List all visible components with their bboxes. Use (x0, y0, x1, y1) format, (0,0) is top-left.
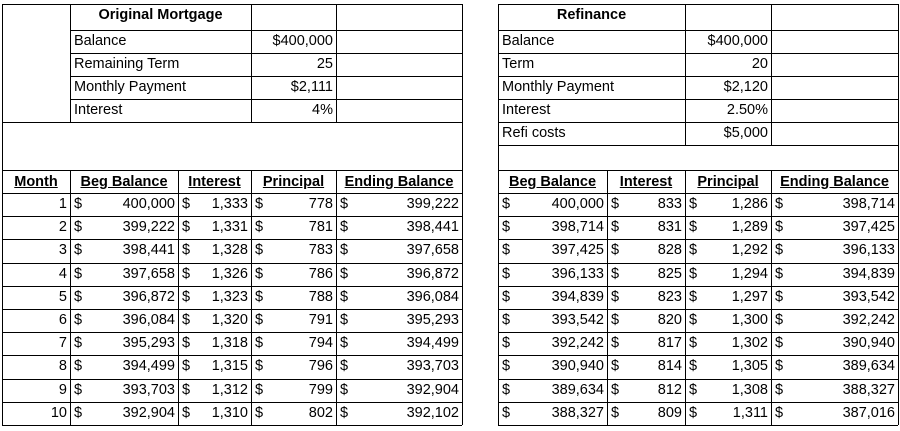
cell-value: 783 (308, 242, 333, 259)
cell-value: 786 (308, 265, 333, 282)
currency-symbol: $ (611, 381, 620, 398)
principal-cell[interactable] (251, 355, 336, 378)
currency-symbol: $ (775, 312, 784, 328)
currency-symbol: $ (74, 381, 83, 398)
refi-ending-balance-cell[interactable] (771, 402, 898, 425)
currency-symbol: $ (502, 265, 511, 282)
cell-value: 390,940 (842, 335, 895, 352)
refi-principal-cell[interactable] (685, 402, 771, 425)
header-principal: Principal (262, 174, 325, 190)
month-cell[interactable]: 9 (58, 381, 67, 398)
currency-symbol: $ (689, 196, 698, 212)
currency-symbol: $ (502, 404, 511, 421)
currency-symbol: $ (255, 242, 264, 259)
refi-principal-cell[interactable] (685, 263, 771, 286)
principal-cell[interactable] (251, 239, 336, 262)
refi-interest-cell[interactable] (607, 216, 685, 239)
cell-value: 1,297 (731, 288, 768, 305)
cell-value: 1,315 (211, 358, 248, 375)
currency-symbol: $ (182, 219, 191, 236)
refi-header-ending-balance: Ending Balance (780, 174, 889, 190)
interest-cell[interactable] (178, 263, 251, 286)
beg-balance-cell[interactable] (70, 263, 178, 286)
cell-value: 799 (308, 381, 333, 398)
currency-symbol: $ (775, 381, 784, 398)
cell-value: 778 (308, 196, 333, 212)
refi-interest-cell[interactable] (607, 379, 685, 402)
currency-symbol: $ (502, 288, 511, 305)
header-month: Month (14, 174, 58, 190)
refi-principal-cell[interactable] (685, 379, 771, 402)
currency-symbol: $ (74, 335, 83, 352)
cell-value: 823 (657, 288, 682, 305)
currency-symbol: $ (775, 335, 784, 352)
currency-symbol: $ (255, 335, 264, 352)
refi-header-interest: Interest (619, 174, 673, 190)
currency-symbol: $ (502, 335, 511, 352)
refi-principal-cell[interactable] (685, 216, 771, 239)
interest-cell[interactable] (178, 355, 251, 378)
cell-value: 397,658 (122, 265, 175, 282)
beg-balance-cell[interactable] (70, 379, 178, 402)
currency-symbol: $ (689, 242, 698, 259)
ending-balance-cell[interactable] (336, 216, 462, 239)
cell-value: 396,084 (122, 312, 175, 328)
refi-beg-balance-cell[interactable] (498, 286, 607, 309)
refi-interest-cell[interactable] (607, 286, 685, 309)
principal-cell[interactable] (251, 309, 336, 332)
cell-value: 820 (657, 312, 682, 328)
cell-value: 392,904 (406, 381, 459, 398)
refi-principal-cell[interactable] (685, 309, 771, 332)
cell-value: 794 (308, 335, 333, 352)
currency-symbol: $ (775, 242, 784, 259)
refi-ending-balance-cell[interactable] (771, 286, 898, 309)
month-cell[interactable]: 1 (58, 196, 67, 212)
refi-beg-balance-cell[interactable] (498, 309, 607, 332)
cell-value: 1,310 (211, 404, 248, 421)
currency-symbol: $ (775, 196, 784, 212)
cell-value: 781 (308, 219, 333, 236)
cell-value: 398,714 (551, 219, 604, 236)
currency-symbol: $ (689, 404, 698, 421)
currency-symbol: $ (340, 242, 349, 259)
currency-symbol: $ (340, 265, 349, 282)
cell-value: 396,133 (551, 265, 604, 282)
refi-beg-balance-cell[interactable] (498, 355, 607, 378)
currency-symbol: $ (689, 358, 698, 375)
cell-value: 397,658 (406, 242, 459, 259)
currency-symbol: $ (255, 288, 264, 305)
refi-interest-cell[interactable] (607, 402, 685, 425)
currency-symbol: $ (340, 219, 349, 236)
cell-value: 1,286 (731, 196, 768, 212)
cell-value: 1,333 (211, 196, 248, 212)
currency-symbol: $ (255, 196, 264, 212)
cell-value: 1,311 (732, 404, 768, 421)
principal-cell[interactable] (251, 379, 336, 402)
month-cell[interactable]: 3 (58, 242, 67, 259)
original-summary-label[interactable]: Monthly Payment (74, 79, 187, 95)
month-cell[interactable]: 4 (58, 265, 67, 282)
header-ending-balance: Ending Balance (344, 174, 454, 190)
cell-value: 393,703 (122, 381, 175, 398)
cell-value: 393,542 (551, 312, 604, 328)
cell-value: 1,300 (731, 312, 768, 328)
currency-symbol: $ (689, 381, 698, 398)
refi-interest-cell[interactable] (607, 332, 685, 355)
cell-value: 1,302 (731, 335, 768, 352)
original-summary-label[interactable]: Interest (74, 102, 123, 118)
currency-symbol: $ (502, 242, 511, 259)
original-summary-value[interactable]: 25 (316, 56, 333, 72)
cell-value: 788 (308, 288, 333, 305)
cell-value: 388,327 (842, 381, 895, 398)
principal-cell[interactable] (251, 193, 336, 216)
cell-value: 397,425 (842, 219, 895, 236)
header-beg-balance: Beg Balance (80, 174, 168, 190)
cell-value: 392,904 (122, 404, 175, 421)
beg-balance-cell[interactable] (70, 332, 178, 355)
principal-cell[interactable] (251, 402, 336, 425)
refinance-summary-label[interactable]: Balance (502, 33, 555, 49)
cell-value: 399,222 (122, 219, 175, 236)
currency-symbol: $ (74, 242, 83, 259)
refinance-summary-value[interactable]: 20 (751, 56, 768, 72)
currency-symbol: $ (775, 288, 784, 305)
interest-cell[interactable] (178, 332, 251, 355)
interest-cell[interactable] (178, 239, 251, 262)
refinance-title: Refinance (556, 7, 627, 23)
cell-value: 397,425 (551, 242, 604, 259)
currency-symbol: $ (255, 265, 264, 282)
beg-balance-cell[interactable] (70, 355, 178, 378)
currency-symbol: $ (74, 219, 83, 236)
cell-value: 390,940 (551, 358, 604, 375)
ending-balance-cell[interactable] (336, 239, 462, 262)
month-cell[interactable]: 7 (58, 335, 67, 352)
ending-balance-cell[interactable] (336, 402, 462, 425)
currency-symbol: $ (775, 404, 784, 421)
principal-cell[interactable] (251, 216, 336, 239)
interest-cell[interactable] (178, 216, 251, 239)
cell-value: 394,839 (551, 288, 604, 305)
original-summary-label[interactable]: Remaining Term (74, 56, 180, 72)
currency-symbol: $ (340, 335, 349, 352)
currency-symbol: $ (775, 219, 784, 236)
currency-symbol: $ (611, 312, 620, 328)
cell-value: 1,294 (731, 265, 768, 282)
refinance-summary-value[interactable]: $400,000 (707, 33, 768, 49)
currency-symbol: $ (611, 196, 620, 212)
cell-value: 396,133 (842, 242, 895, 259)
cell-value: 396,872 (406, 265, 459, 282)
currency-symbol: $ (502, 381, 511, 398)
currency-symbol: $ (182, 335, 191, 352)
cell-value: 796 (308, 358, 333, 375)
currency-symbol: $ (182, 312, 191, 328)
currency-symbol: $ (255, 381, 264, 398)
cell-value: 817 (657, 335, 682, 352)
currency-symbol: $ (182, 288, 191, 305)
cell-value: 1,326 (211, 265, 248, 282)
refi-beg-balance-cell[interactable] (498, 402, 607, 425)
refi-beg-balance-cell[interactable] (498, 216, 607, 239)
beg-balance-cell[interactable] (70, 286, 178, 309)
month-cell[interactable]: 8 (58, 358, 67, 375)
interest-cell[interactable] (178, 193, 251, 216)
header-interest: Interest (188, 174, 241, 190)
cell-value: 400,000 (551, 196, 604, 212)
currency-symbol: $ (689, 335, 698, 352)
cell-value: 831 (657, 219, 682, 236)
currency-symbol: $ (74, 358, 83, 375)
original-mortgage-title: Original Mortgage (98, 7, 223, 23)
cell-value: 394,839 (842, 265, 895, 282)
cell-value: 387,016 (842, 404, 895, 421)
cell-value: 393,542 (842, 288, 895, 305)
currency-symbol: $ (502, 358, 511, 375)
interest-cell[interactable] (178, 286, 251, 309)
cell-value: 388,327 (551, 404, 604, 421)
principal-cell[interactable] (251, 286, 336, 309)
currency-symbol: $ (182, 265, 191, 282)
cell-value: 1,305 (731, 358, 768, 375)
interest-cell[interactable] (178, 402, 251, 425)
cell-value: 394,499 (406, 335, 459, 352)
beg-balance-cell[interactable] (70, 239, 178, 262)
month-cell[interactable]: 2 (58, 219, 67, 236)
currency-symbol: $ (340, 404, 349, 421)
cell-value: 392,242 (551, 335, 604, 352)
cell-value: 1,289 (731, 219, 768, 236)
refinance-summary-value[interactable]: 2.50% (726, 102, 768, 118)
original-summary-label[interactable]: Balance (74, 33, 127, 49)
cell-value: 394,499 (122, 358, 175, 375)
currency-symbol: $ (182, 404, 191, 421)
refi-principal-cell[interactable] (685, 332, 771, 355)
refi-ending-balance-cell[interactable] (771, 355, 898, 378)
currency-symbol: $ (340, 381, 349, 398)
currency-symbol: $ (182, 381, 191, 398)
refi-header-beg-balance: Beg Balance (508, 174, 597, 190)
cell-value: 400,000 (122, 196, 175, 212)
cell-value: 395,293 (122, 335, 175, 352)
ending-balance-cell[interactable] (336, 355, 462, 378)
ending-balance-cell[interactable] (336, 379, 462, 402)
refi-beg-balance-cell[interactable] (498, 193, 607, 216)
refi-ending-balance-cell[interactable] (771, 309, 898, 332)
currency-symbol: $ (689, 288, 698, 305)
interest-cell[interactable] (178, 379, 251, 402)
refinance-summary-label[interactable]: Monthly Payment (502, 79, 615, 95)
currency-symbol: $ (340, 358, 349, 375)
refinance-summary-label[interactable]: Refi costs (502, 125, 566, 141)
cell-value: 791 (308, 312, 333, 328)
refi-header-principal: Principal (697, 174, 759, 190)
month-cell[interactable]: 10 (50, 404, 67, 421)
currency-symbol: $ (340, 196, 349, 212)
original-summary-value[interactable]: $400,000 (272, 33, 333, 49)
currency-symbol: $ (502, 312, 511, 328)
currency-symbol: $ (182, 358, 191, 375)
currency-symbol: $ (74, 288, 83, 305)
refi-interest-cell[interactable] (607, 193, 685, 216)
cell-value: 392,242 (842, 312, 895, 328)
currency-symbol: $ (775, 265, 784, 282)
currency-symbol: $ (182, 196, 191, 212)
refinance-summary-label[interactable]: Interest (502, 102, 551, 118)
currency-symbol: $ (255, 404, 264, 421)
refi-interest-cell[interactable] (607, 355, 685, 378)
currency-symbol: $ (611, 265, 620, 282)
currency-symbol: $ (611, 358, 620, 375)
currency-symbol: $ (255, 312, 264, 328)
currency-symbol: $ (502, 219, 511, 236)
ending-balance-cell[interactable] (336, 193, 462, 216)
beg-balance-cell[interactable] (70, 216, 178, 239)
refi-ending-balance-cell[interactable] (771, 193, 898, 216)
cell-value: 809 (657, 404, 682, 421)
currency-symbol: $ (74, 265, 83, 282)
refi-beg-balance-cell[interactable] (498, 263, 607, 286)
beg-balance-cell[interactable] (70, 309, 178, 332)
refi-principal-cell[interactable] (685, 239, 771, 262)
month-cell[interactable]: 6 (58, 312, 67, 328)
currency-symbol: $ (611, 404, 620, 421)
cell-value: 812 (657, 381, 682, 398)
currency-symbol: $ (74, 196, 83, 212)
currency-symbol: $ (340, 288, 349, 305)
cell-value: 825 (657, 265, 682, 282)
cell-value: 1,320 (211, 312, 248, 328)
ending-balance-cell[interactable] (336, 332, 462, 355)
currency-symbol: $ (255, 358, 264, 375)
currency-symbol: $ (611, 288, 620, 305)
cell-value: 398,441 (406, 219, 459, 236)
ending-balance-cell[interactable] (336, 309, 462, 332)
refinance-summary-value[interactable]: $5,000 (723, 125, 768, 141)
refi-interest-cell[interactable] (607, 239, 685, 262)
refinance-summary-value[interactable]: $2,120 (723, 79, 768, 95)
original-summary-value[interactable]: 4% (312, 102, 333, 118)
currency-symbol: $ (775, 358, 784, 375)
cell-value: 828 (657, 242, 682, 259)
refi-beg-balance-cell[interactable] (498, 332, 607, 355)
principal-cell[interactable] (251, 332, 336, 355)
refi-beg-balance-cell[interactable] (498, 379, 607, 402)
refi-principal-cell[interactable] (685, 355, 771, 378)
cell-value: 1,331 (211, 219, 248, 236)
cell-value: 814 (657, 358, 682, 375)
currency-symbol: $ (611, 219, 620, 236)
currency-symbol: $ (182, 242, 191, 259)
currency-symbol: $ (689, 265, 698, 282)
month-cell[interactable]: 5 (58, 288, 67, 305)
ending-balance-cell[interactable] (336, 263, 462, 286)
refi-ending-balance-cell[interactable] (771, 332, 898, 355)
cell-value: 389,634 (551, 381, 604, 398)
refi-principal-cell[interactable] (685, 193, 771, 216)
refi-ending-balance-cell[interactable] (771, 216, 898, 239)
cell-value: 1,312 (211, 381, 248, 398)
cell-value: 833 (657, 196, 682, 212)
cell-value: 396,084 (406, 288, 459, 305)
cell-value: 1,323 (211, 288, 248, 305)
cell-value: 399,222 (406, 196, 459, 212)
principal-cell[interactable] (251, 263, 336, 286)
cell-value: 389,634 (842, 358, 895, 375)
cell-value: 1,328 (211, 242, 248, 259)
cell-value: 1,318 (211, 335, 248, 352)
cell-value: 1,308 (731, 381, 768, 398)
cell-value: 393,703 (406, 358, 459, 375)
interest-cell[interactable] (178, 309, 251, 332)
refi-beg-balance-cell[interactable] (498, 239, 607, 262)
cell-value: 395,293 (406, 312, 459, 328)
currency-symbol: $ (689, 219, 698, 236)
refi-ending-balance-cell[interactable] (771, 379, 898, 402)
currency-symbol: $ (611, 242, 620, 259)
cell-value: 392,102 (406, 404, 459, 421)
cell-value: 802 (308, 404, 333, 421)
refi-interest-cell[interactable] (607, 309, 685, 332)
cell-value: 398,441 (122, 242, 175, 259)
cell-value: 398,714 (842, 196, 895, 212)
currency-symbol: $ (502, 196, 511, 212)
ending-balance-cell[interactable] (336, 286, 462, 309)
currency-symbol: $ (74, 404, 83, 421)
beg-balance-cell[interactable] (70, 402, 178, 425)
refi-principal-cell[interactable] (685, 286, 771, 309)
refi-interest-cell[interactable] (607, 263, 685, 286)
cell-value: 1,292 (731, 242, 768, 259)
currency-symbol: $ (689, 312, 698, 328)
currency-symbol: $ (74, 312, 83, 328)
refinance-summary-label[interactable]: Term (502, 56, 535, 72)
currency-symbol: $ (255, 219, 264, 236)
beg-balance-cell[interactable] (70, 193, 178, 216)
cell-value: 396,872 (122, 288, 175, 305)
currency-symbol: $ (611, 335, 620, 352)
currency-symbol: $ (340, 312, 349, 328)
original-summary-value[interactable]: $2,111 (290, 79, 333, 95)
refi-ending-balance-cell[interactable] (771, 239, 898, 262)
refi-ending-balance-cell[interactable] (771, 263, 898, 286)
